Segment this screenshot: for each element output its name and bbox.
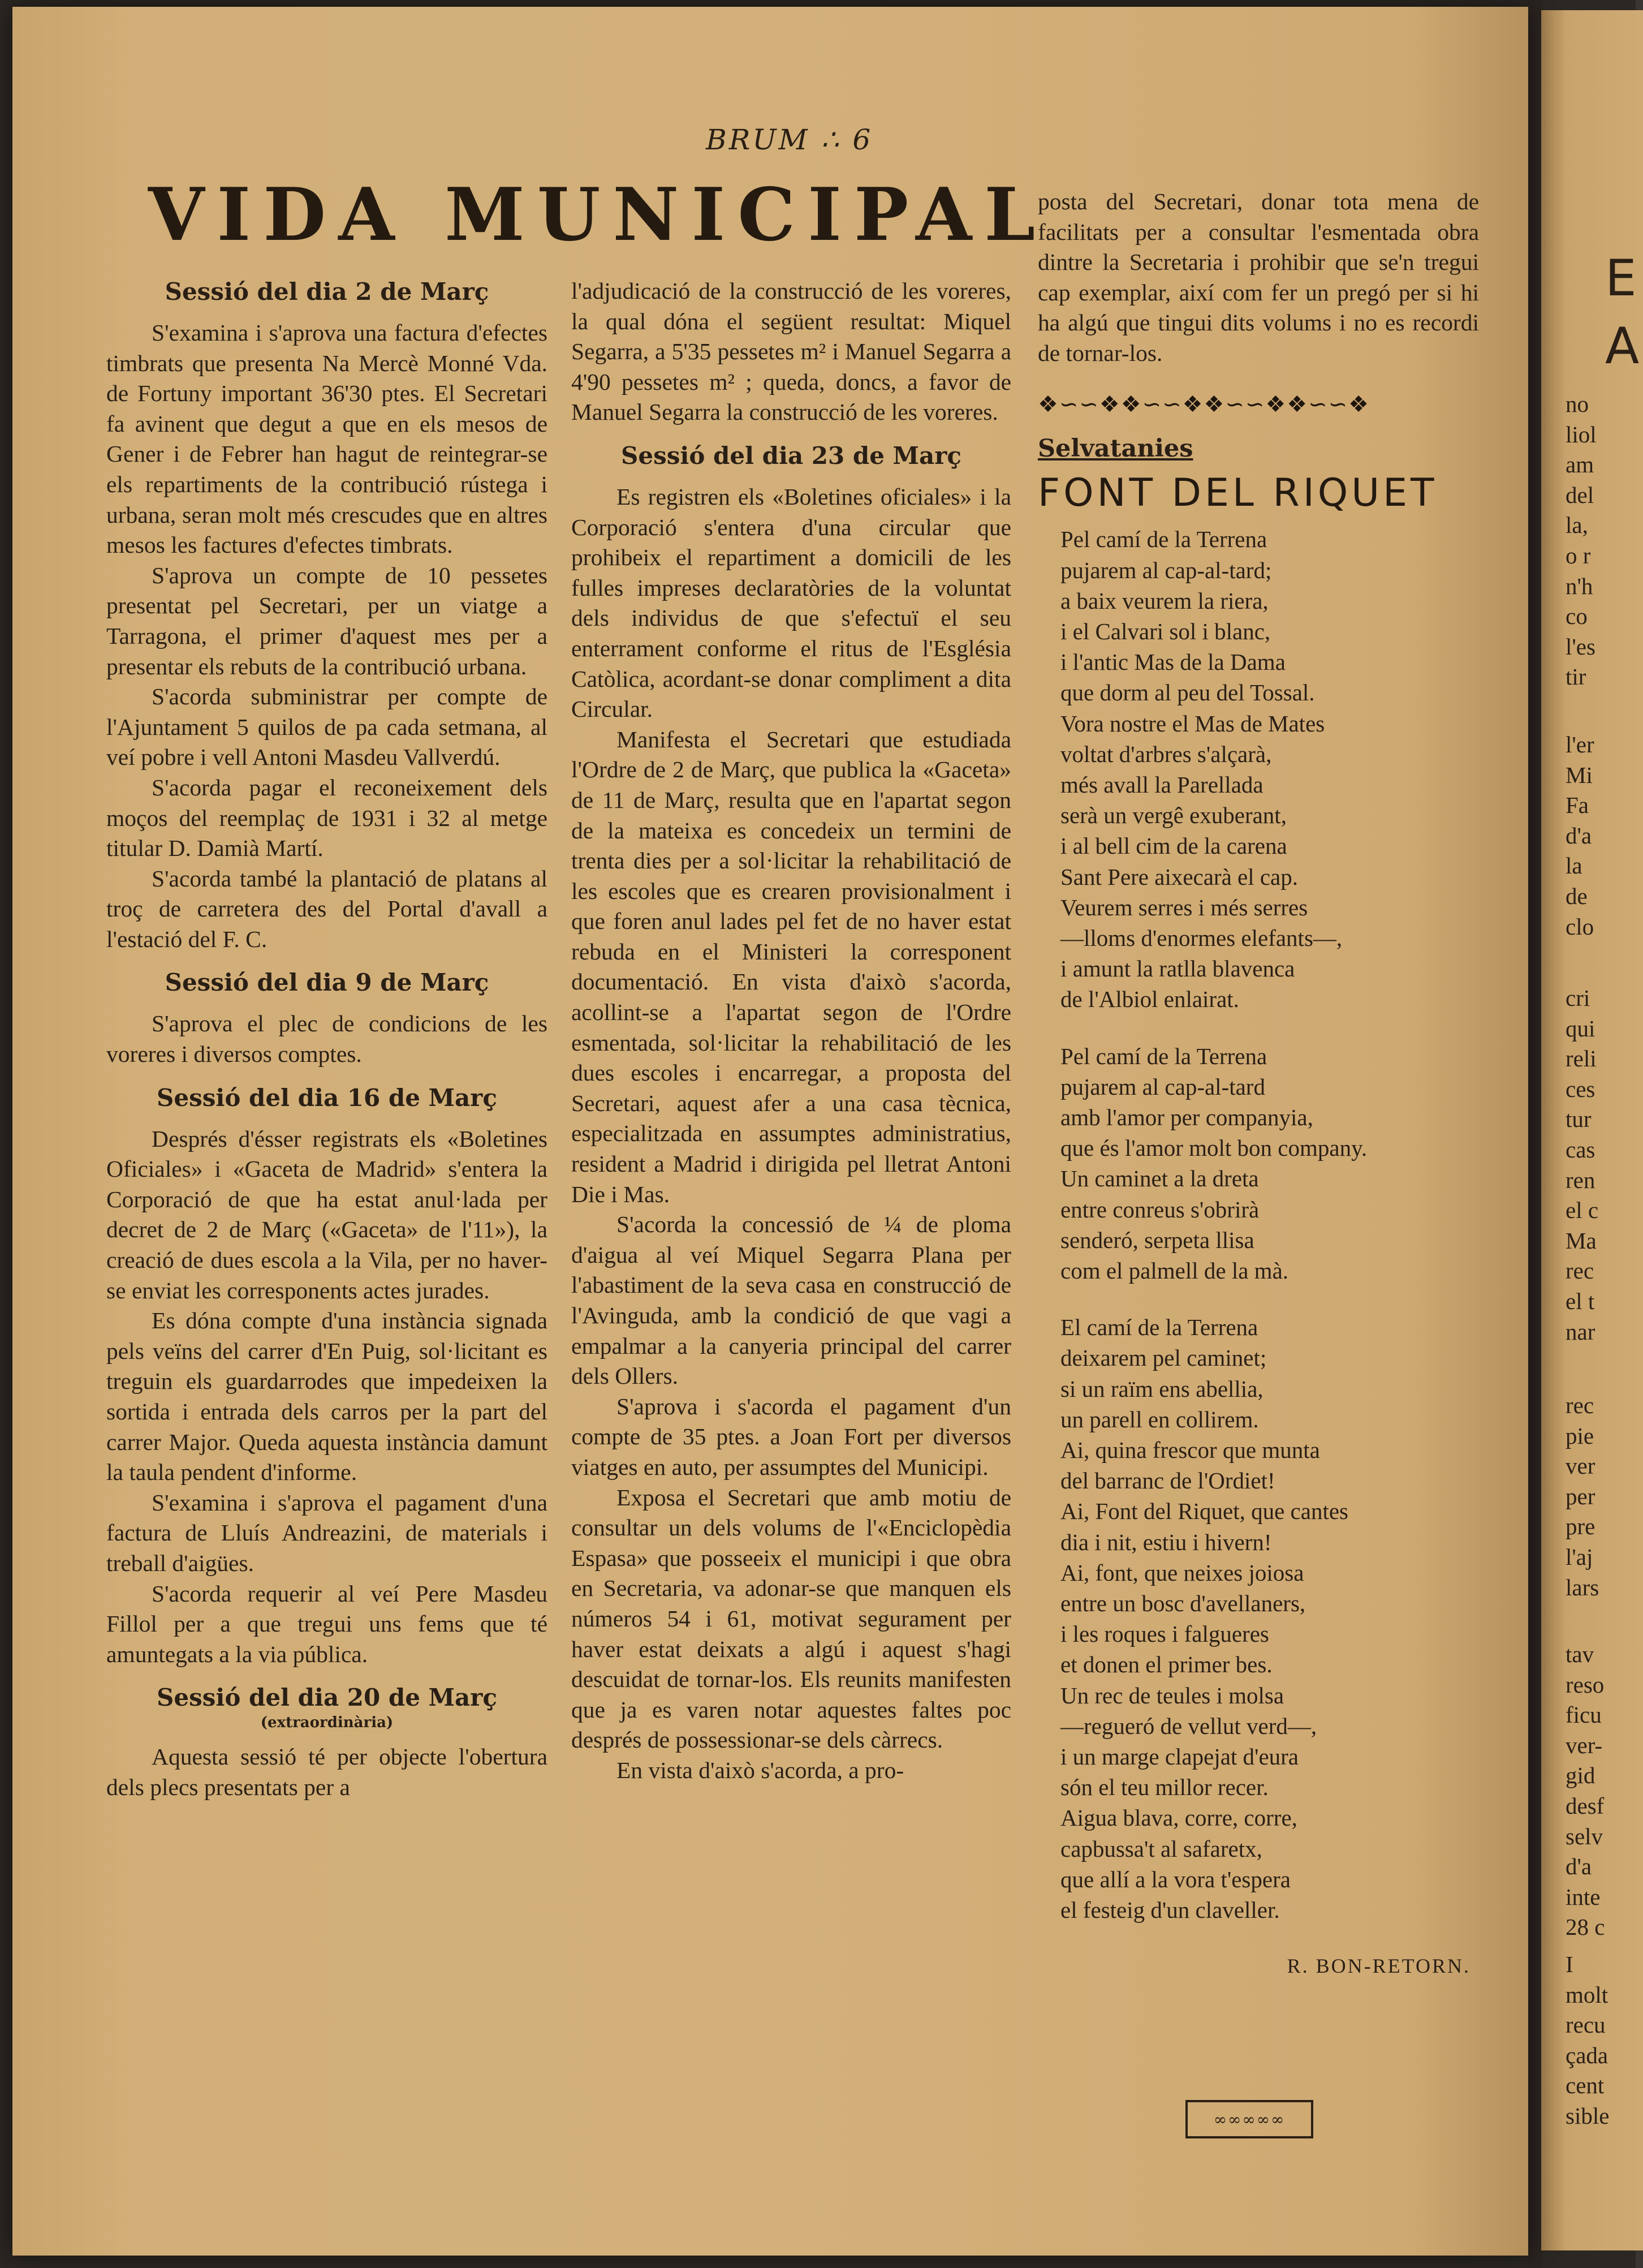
next-page-line: inte	[1566, 1883, 1601, 1910]
next-page-fragment	[1566, 1949, 1609, 2132]
column-3	[1038, 187, 1479, 1982]
next-page-line: liol	[1566, 421, 1597, 447]
poem-line: Un rec de teules i molsa	[1060, 1682, 1284, 1708]
next-page-line: l'er	[1566, 731, 1594, 758]
next-page-line: l'aj	[1566, 1543, 1593, 1570]
paragraph: Es registren els «Boletines oficiales» i la Corporació s'entera d'una circular que prohibeix el repartiment a domicili de les fulles impreses declaratòries de la voluntat dels individus de que s'efectuï el seu enterrament conforme el ritus de l'Església Catòlica, acordant-se donar compliment a dita Circular.	[571, 483, 1011, 722]
next-page-line: de	[1566, 883, 1588, 909]
column-1	[106, 276, 547, 1803]
poem-line: i al bell cim de la carena	[1060, 833, 1287, 859]
paragraph: l'adjudicació de la construcció de les voreres, la qual dóna el següent resultat: Miquel Segarra, a 5'35 pessetes m² i Manuel Segarra a 4'90 pessetes m² ; queda, doncs, a favor de Manuel Segarra la construcció de les voreres.	[571, 278, 1011, 425]
poem-stanza	[1060, 524, 1479, 1014]
poem-line: Pel camí de la Terrena	[1060, 1043, 1267, 1069]
poem-line: entre un bosc d'avellaners,	[1060, 1590, 1306, 1617]
end-ornament: ∞∞∞∞∞	[1185, 2100, 1313, 2138]
paragraph: S'aprova i s'acorda el pagament d'un compte de 35 ptes. a Joan Fort per diversos viatges en auto, per assumptes del Municipi.	[571, 1393, 1011, 1480]
paragraph: Manifesta el Secretari que estudiada l'Ordre de 2 de Març, que publica la «Gaceta» de 11 de Març, resulta que en l'apartat segon de la mateixa es concedeix un termini de trenta dies per a sol·licitar la rehabilitació de les escoles que es crearen provisionalment i que foren anul lades pel fet de no haver estat rebuda en el Ministeri la corresponent documentació. En vista d'això s'acorda, acollint-se a l'apartat segon de l'Ordre esmentada, sol·licitar la rehabilitació de les dues escoles i encarregar, a proposta del Secretari, aquest afer a una casa tècnica, especialitzada en assumptes administratius, resident a Madrid i dirigida pel lletrat Antoni Die i Mas.	[571, 726, 1011, 1207]
next-page-line: çada	[1566, 2042, 1608, 2068]
poem-line: Vora nostre el Mas de Mates	[1060, 710, 1325, 737]
next-page-fragment	[1566, 730, 1594, 942]
poem-line: —regueró de vellut verd—,	[1060, 1712, 1317, 1739]
poem-line: pujarem al cap-al-tard	[1060, 1073, 1265, 1100]
poem-line: Ai, quina frescor que munta	[1060, 1437, 1320, 1464]
poem-line: que dorm al peu del Tossal.	[1060, 679, 1315, 706]
next-page-line: o r	[1566, 542, 1591, 569]
session-heading: Sessió del dia 20 de Març	[157, 1684, 497, 1712]
next-page-line: ren	[1566, 1167, 1595, 1193]
next-page-line: el t	[1566, 1288, 1595, 1314]
next-page-fragment	[1566, 983, 1598, 1347]
next-page-line: I	[1566, 1951, 1573, 1977]
next-page-initial-1: E	[1605, 249, 1637, 307]
poem-line: Veurem serres i més serres	[1060, 894, 1308, 920]
poem-line: com el palmell de la mà.	[1060, 1258, 1289, 1284]
poem-line: amb l'amor per companyia,	[1060, 1104, 1313, 1130]
paragraph: S'examina i s'aprova una factura d'efectes timbrats que presenta Na Mercè Monné Vda. de Fortuny important 36'30 ptes. El Secretari fa avinent que degut a que en els mesos de Gener i de Febrer han hagut de reintegrar-se els repartiments de la contribució rústega i urbana, seran molt més crescudes que en altres mesos les factures d'efectes timbrats.	[106, 320, 547, 558]
poem-line: pujarem al cap-al-tard;	[1060, 557, 1272, 583]
next-page-line: el c	[1566, 1197, 1599, 1224]
paragraph: S'acorda pagar el reconeixement dels moços del reemplaç de 1931 i 32 al metge titular D. Damià Martí.	[106, 774, 547, 862]
next-page-line: pre	[1566, 1513, 1595, 1540]
poem-line: —lloms d'enormes elefants—,	[1060, 924, 1343, 951]
poem-line: que allí a la vora t'espera	[1060, 1866, 1291, 1892]
next-page-line: la,	[1566, 512, 1588, 539]
poem-line: dia i nit, estiu i hivern!	[1060, 1529, 1272, 1555]
poem-line: serà un vergê exuberant,	[1060, 802, 1287, 829]
paragraph: S'acorda requerir al veí Pere Masdeu Fillol per a que tregui uns fems que té amuntegats a la via pública.	[106, 1580, 547, 1667]
poem-line: Pel camí de la Terrena	[1060, 526, 1267, 553]
poem-line: i el Calvari sol i blanc,	[1060, 618, 1271, 644]
poem	[1038, 524, 1479, 1925]
next-page-line: clo	[1566, 913, 1594, 940]
poem-line: del barranc de l'Ordiet!	[1060, 1467, 1275, 1494]
next-page-line: molt	[1566, 1981, 1608, 2008]
next-page-line: rec	[1566, 1258, 1594, 1284]
next-page-line: am	[1566, 451, 1594, 478]
poem-line: més avall la Parellada	[1060, 771, 1263, 798]
poem-title: FONT DEL RIQUET	[1038, 470, 1438, 515]
poem-line: Un caminet a la dreta	[1060, 1165, 1259, 1192]
next-page-line: sible	[1566, 2102, 1610, 2129]
next-page-fragment	[1566, 389, 1597, 692]
poem-line: Aigua blava, corre, corre,	[1060, 1805, 1297, 1831]
session-subheading: (extraordinària)	[260, 1714, 394, 1732]
next-page-line: co	[1566, 603, 1588, 630]
next-page-line: no	[1566, 391, 1589, 417]
next-page-line: cent	[1566, 2072, 1605, 2099]
next-page-initial-2: A	[1605, 317, 1640, 375]
paragraph: S'aprova un compte de 10 pessetes presentat pel Secretari, per un viatge a Tarragona, el primer d'aquest mes per a presentar els rebuts de la contribució urbana.	[106, 562, 547, 679]
page-title: VIDA MUNICIPAL	[148, 173, 1048, 257]
paragraph: En vista d'això s'acorda, a pro-	[616, 1757, 904, 1783]
poem-line: si un raïm ens abellia,	[1060, 1375, 1263, 1402]
poem-line: i amunt la ratlla blavenca	[1060, 956, 1295, 982]
poem-line: et donen el primer bes.	[1060, 1651, 1273, 1678]
next-page-line: ficu	[1566, 1702, 1602, 1728]
next-page-line: del	[1566, 481, 1594, 508]
session-heading: Sessió del dia 23 de Març	[621, 441, 961, 470]
paragraph: posta del Secretari, donar tota mena de facilitats per a consultar l'esmentada obra dintre la Secretaria i prohibir que se'n tregui cap exemplar, així com fer un pregó per si hi ha algú que tingui dits volums i no es recordi de tornar-los.	[1038, 188, 1479, 366]
next-page-line: reso	[1566, 1671, 1605, 1698]
poem-line: i un marge clapejat d'eura	[1060, 1744, 1299, 1770]
next-page-line: ces	[1566, 1075, 1595, 1102]
poem-line: a baix veurem la riera,	[1060, 587, 1269, 614]
next-page-line: rec	[1566, 1392, 1594, 1418]
poem-line: i l'antic Mas de la Dama	[1060, 649, 1286, 675]
session-heading: Sessió del dia 16 de Març	[157, 1083, 497, 1112]
paragraph: Es dóna compte d'una instància signada pels veïns del carrer d'En Puig, sol·licitant es treguin els guardarrodes que impedeixen la sortida i entrada dels carros per la part del carrer Major. Queda aquesta instància damunt la taula pendent d'informe.	[106, 1307, 547, 1486]
poem-stanza	[1060, 1041, 1479, 1286]
paragraph: S'aprova el plec de condicions de les voreres i diversos comptes.	[106, 1010, 547, 1068]
poem-author: R. BON-RETORN.	[1287, 1955, 1470, 1978]
next-page-line: la	[1566, 853, 1582, 879]
next-page-line: tur	[1566, 1106, 1592, 1133]
poem-line: Ai, Font del Riquet, que cantes	[1060, 1498, 1348, 1525]
next-page-line: nar	[1566, 1318, 1595, 1345]
paragraph: S'acorda subministrar per compte de l'Ajuntament 5 quilos de pa cada setmana, al veí pobre i vell Antoni Masdeu Vallverdú.	[106, 683, 547, 771]
next-page-line: n'h	[1566, 573, 1593, 599]
next-page-fragment	[1566, 1391, 1599, 1603]
poem-line: són el teu millor recer.	[1060, 1774, 1269, 1801]
next-page-line: cas	[1566, 1136, 1595, 1163]
paragraph: Després d'ésser registrats els «Boletines Oficiales» i «Gaceta de Madrid» s'entera la Corporació de que ha estat anul·lada per decret de 2 de Març («Gaceta» de l'11»), la creació de dues escola a la Vila, per no haver-se enviat les corresponents actes jurades.	[106, 1125, 547, 1303]
poem-line: de l'Albiol enlairat.	[1060, 986, 1239, 1013]
poem-line: deixarem pel caminet;	[1060, 1345, 1267, 1371]
next-page-fragment	[1566, 1639, 1605, 1943]
next-page-line: Mi	[1566, 761, 1593, 788]
next-page-line: Fa	[1566, 792, 1589, 819]
poem-line: senderó, serpeta llisa	[1060, 1226, 1254, 1253]
next-page-line: gid	[1566, 1762, 1595, 1789]
next-page-line: Ma	[1566, 1227, 1597, 1254]
next-page-line: l'es	[1566, 633, 1595, 660]
next-page-line: lars	[1566, 1574, 1599, 1600]
next-page-line: 28 c	[1566, 1914, 1605, 1940]
poem-line: Sant Pere aixecarà el cap.	[1060, 863, 1299, 890]
section-heading: Selvatanies	[1038, 434, 1193, 463]
next-page-line: tav	[1566, 1641, 1594, 1667]
poem-line: el festeig d'un claveller.	[1060, 1897, 1280, 1923]
poem-line: Ai, font, que neixes joiosa	[1060, 1559, 1304, 1586]
session-heading: Sessió del dia 9 de Març	[165, 969, 489, 997]
running-header: BRUM ∴ 6	[706, 123, 873, 156]
next-page-line: tir	[1566, 664, 1586, 690]
poem-line: entre conreus s'obrirà	[1060, 1196, 1260, 1223]
poem-line: i les roques i falgueres	[1060, 1621, 1269, 1647]
next-page-line: selv	[1566, 1823, 1603, 1849]
next-page-line: per	[1566, 1483, 1595, 1509]
next-page-line: ver-	[1566, 1732, 1603, 1758]
poem-line: El camí de la Terrena	[1060, 1314, 1258, 1341]
binding-gutter	[1527, 0, 1543, 2268]
paragraph: Aquesta sessió té per objecte l'obertura dels plecs presentats per a	[106, 1744, 547, 1800]
next-page-line: desf	[1566, 1792, 1605, 1819]
next-page-line: reli	[1566, 1045, 1597, 1072]
next-page-line: cri	[1566, 985, 1590, 1011]
poem-line: voltat d'arbres s'alçarà,	[1060, 741, 1272, 767]
next-page-line: d'a	[1566, 1853, 1592, 1880]
paragraph: S'acorda també la plantació de platans al troç de carretera des del Portal d'avall a l'estació del F. C.	[106, 865, 547, 952]
next-page-line: d'a	[1566, 822, 1592, 849]
next-page-line: qui	[1566, 1015, 1595, 1042]
next-page-line: pie	[1566, 1422, 1594, 1449]
poem-stanza	[1060, 1312, 1479, 1925]
paragraph: S'acorda la concessió de ¼ de ploma d'aigua al veí Miquel Segarra Plana per l'abastiment de la seva casa en construcció de l'Avinguda, amb la condició de que vagi a empalmar a la canyeria principal del carrer dels Ollers.	[571, 1211, 1011, 1389]
poem-line: que és l'amor molt bon company.	[1060, 1135, 1368, 1161]
ornament-divider: ❖∽∽❖❖∽∽❖❖∽∽❖❖∽∽❖	[1038, 391, 1370, 417]
paragraph: S'examina i s'aprova el pagament d'una factura de Lluís Andreazini, de materials i treball d'aigües.	[106, 1489, 547, 1576]
column-2	[571, 276, 1011, 1786]
poem-line: capbussa't al safaretx,	[1060, 1835, 1262, 1862]
paragraph: Exposa el Secretari que amb motiu de consultar un dels volums de l'«Enciclopèdia Espasa» que posseeix el municipi i que obra en Secretaria, va adonar-se que manquen els números 54 i 61, motivat segurament per haver estat deixats a algú i aquest s'hagi descuidat de tornar-los. Els reunits manifesten que ja es varen notar aquestes faltes poc després de possessionar-se dels càrrecs.	[571, 1484, 1011, 1753]
session-heading: Sessió del dia 2 de Març	[165, 278, 489, 305]
next-page-line: ver	[1566, 1453, 1595, 1479]
poem-line: un parell en collirem.	[1060, 1406, 1259, 1432]
next-page-line: recu	[1566, 2012, 1606, 2038]
